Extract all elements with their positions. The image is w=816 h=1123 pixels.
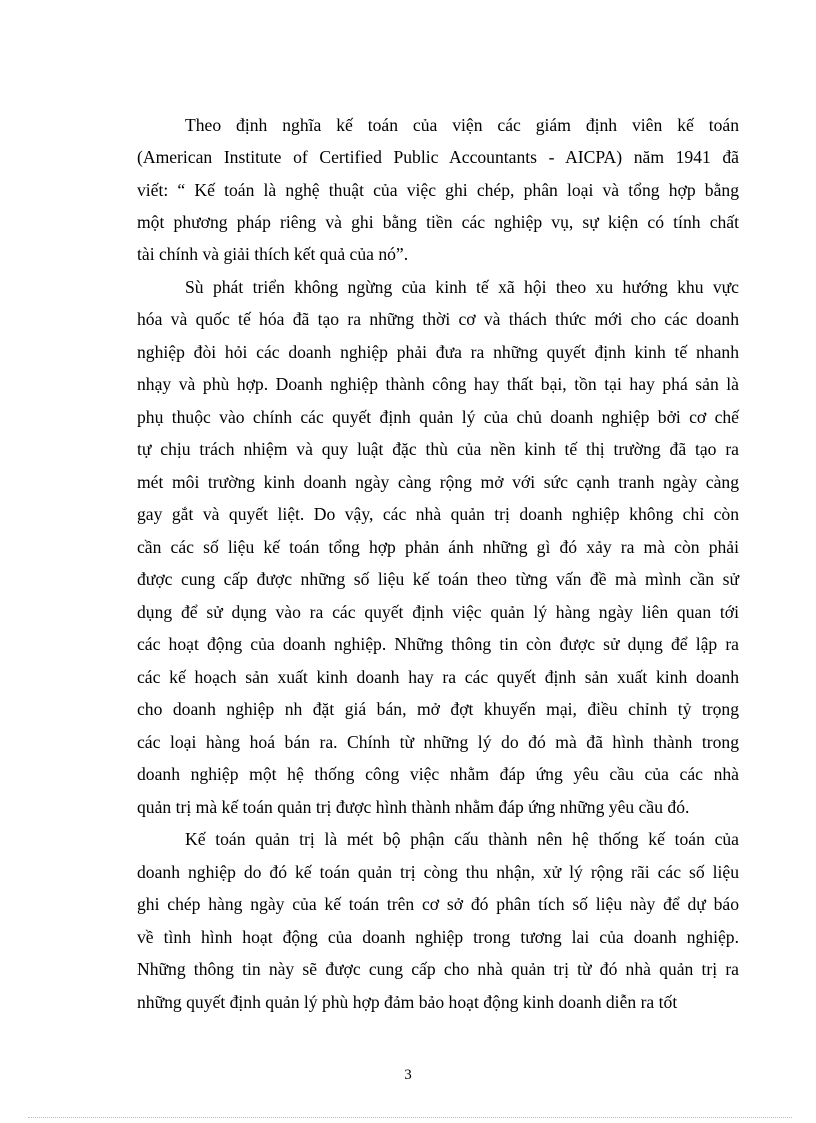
paragraph-2-line-10: được cung cấp được những số liệu kế toán theo từng vấn đề mà mình cần sử — [137, 569, 739, 589]
paragraph-3-line-5: Những thông tin này sẽ được cung cấp cho nhà quản trị từ đó nhà quản trị ra — [137, 959, 739, 979]
paragraph-2-line-7: mét môi trường kinh doanh ngày càng rộng mở với sức cạnh tranh ngày càng — [137, 472, 739, 492]
paragraph-2-line-14: cho doanh nghiệp nh đặt giá bán, mở đợt khuyến mại, điều chỉnh tỷ trọng — [137, 699, 739, 719]
paragraph-3-line-1: Kế toán quản trị là mét bộ phận cấu thành nên hệ thống kế toán của — [185, 829, 739, 849]
paragraph-2-line-17: quản trị mà kế toán quản trị được hình thành nhằm đáp ứng những yêu cầu đó. — [137, 797, 690, 817]
paragraph-2-line-15: các loại hàng hoá bán ra. Chính từ những lý do đó mà đã hình thành trong — [137, 732, 739, 752]
paragraph-1-line-2: (American Institute of Certified Public Accountants - AICPA) năm 1941 đã — [137, 147, 739, 167]
page-bottom-rule — [28, 1117, 792, 1118]
paragraph-1-line-1: Theo định nghĩa kế toán của viện các giám định viên kế toán — [185, 115, 739, 135]
page-number: 3 — [404, 1067, 412, 1083]
paragraph-3-line-4: về tình hình hoạt động của doanh nghiệp trong tương lai của doanh nghiệp. — [137, 927, 739, 947]
paragraph-2-line-1: Sù phát triển không ngừng của kinh tế xã hội theo xu hướng khu vực — [185, 277, 739, 297]
paragraph-2-line-16: doanh nghiệp một hệ thống công việc nhằm đáp ứng yêu cầu của các nhà — [137, 764, 739, 784]
paragraph-2-line-9: cần các số liệu kế toán tổng hợp phản ánh những gì đó xảy ra mà còn phải — [137, 537, 739, 557]
paragraph-2-line-5: phụ thuộc vào chính các quyết định quản lý của chủ doanh nghiệp bởi cơ chế — [137, 407, 739, 427]
paragraph-2-line-3: nghiệp đòi hỏi các doanh nghiệp phải đưa ra những quyết định kinh tế nhanh — [137, 342, 739, 362]
paragraph-2-line-13: các kế hoạch sản xuất kinh doanh hay ra các quyết định sản xuất kinh doanh — [137, 667, 739, 687]
paragraph-1-line-3: viết: “ Kế toán là nghệ thuật của việc ghi chép, phân loại và tổng hợp bằng — [137, 180, 739, 200]
paragraph-3-line-2: doanh nghiệp do đó kế toán quản trị còng thu nhận, xử lý rộng rãi các số liệu — [137, 862, 739, 882]
paragraph-2-line-6: tự chịu trách nhiệm và quy luật đặc thù của nền kinh tế thị trường đã tạo ra — [137, 439, 739, 459]
paragraph-2-line-8: gay gắt và quyết liệt. Do vậy, các nhà quản trị doanh nghiệp không chỉ còn — [137, 504, 739, 524]
paragraph-3-line-3: ghi chép hàng ngày của kế toán trên cơ sở đó phân tích số liệu này để dự báo — [137, 894, 739, 914]
paragraph-1-line-5: tài chính và giải thích kết quả của nó”. — [137, 244, 409, 264]
paragraph-2-line-4: nhạy và phù hợp. Doanh nghiệp thành công hay thất bại, tồn tại hay phá sản là — [137, 374, 739, 394]
paragraph-2-line-11: dụng để sử dụng vào ra các quyết định việc quản lý hàng ngày liên quan tới — [137, 602, 739, 622]
paragraph-2-line-2: hóa và quốc tế hóa đã tạo ra những thời cơ và thách thức mới cho các doanh — [137, 309, 739, 329]
paragraph-2-line-12: các hoạt động của doanh nghiệp. Những thông tin còn được sử dụng để lập ra — [137, 634, 739, 654]
paragraph-3-line-6: những quyết định quản lý phù hợp đảm bảo hoạt động kinh doanh diễn ra tốt — [137, 992, 678, 1012]
paragraph-1-line-4: một phương pháp riêng và ghi bằng tiền các nghiệp vụ, sự kiện có tính chất — [137, 212, 739, 232]
